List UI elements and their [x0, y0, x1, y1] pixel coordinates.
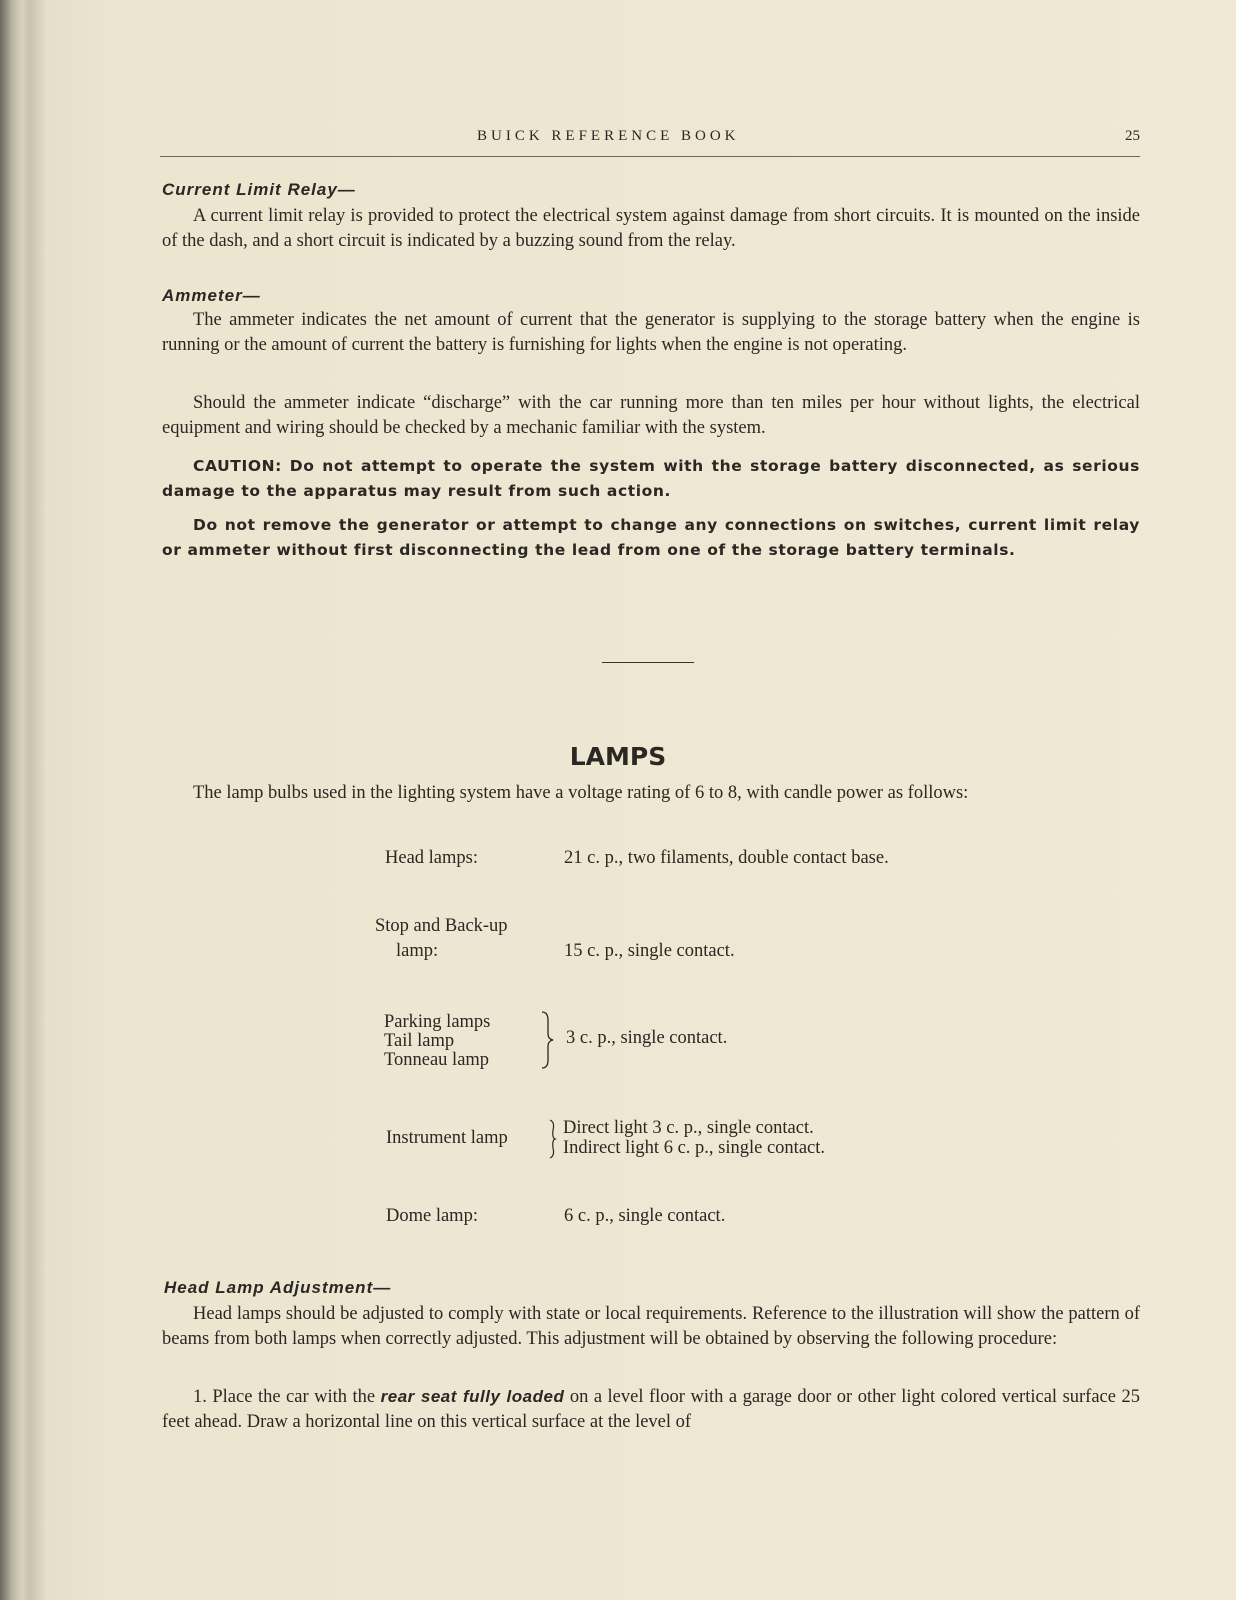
divider	[602, 662, 694, 663]
lamp-label: Tail lamp	[384, 1031, 455, 1051]
brace-icon	[540, 1010, 556, 1070]
lamp-value: Direct light 3 c. p., single contact.	[563, 1118, 814, 1138]
lamp-value-dome: 6 c. p., single contact.	[564, 1206, 726, 1226]
lamp-value-head: 21 c. p., two filaments, double contact base.	[564, 848, 889, 868]
lamp-value-stop: 15 c. p., single contact.	[564, 941, 735, 961]
lamp-label-instrument: Instrument lamp	[386, 1128, 508, 1148]
paragraph: Head lamps should be adjusted to comply with state or local requirements. Reference to the illustration will show the pattern of beams from both lamps when correctly adjusted. This adjustment will be obtained by observing the following procedure:	[162, 1304, 1140, 1349]
emphasis-text: rear seat fully loaded	[380, 1387, 565, 1406]
lamp-values-instrument	[563, 1118, 825, 1158]
lamp-group-labels	[384, 1013, 490, 1070]
lamp-label-stop-2: lamp:	[396, 941, 439, 961]
page-number: 25	[1125, 128, 1140, 144]
lamp-label-head: Head lamps:	[385, 848, 478, 868]
paragraph: The ammeter indicates the net amount of current that the generator is supplying to the storage battery when the engine is running or the amount of current the battery is furnishing for lights when the engine is not operating.	[162, 310, 1140, 355]
section-heading-head-lamp-adjustment: Head Lamp Adjustment—	[164, 1278, 392, 1297]
paragraph: The lamp bulbs used in the lighting system have a voltage rating of 6 to 8, with candle power as follows:	[193, 783, 969, 803]
lamp-value-group: 3 c. p., single contact.	[566, 1028, 728, 1048]
brace-icon	[548, 1118, 558, 1160]
text: on a level floor with a garage door or other light colored vertical surface 25 feet ahead. Draw a horizontal line on this vertical surface at the level of	[162, 1387, 1140, 1432]
text: 1. Place the car with the	[193, 1387, 381, 1407]
section-heading-current-limit-relay: Current Limit Relay—	[162, 180, 356, 199]
paragraph: Should the ammeter indicate “discharge” with the car running more than ten miles per hour without lights, the electrical equipment and wiring should be checked by a mechanic familiar with the system.	[162, 393, 1140, 438]
warning-paragraph: Do not remove the generator or attempt to change any connections on switches, current limit relay or ammeter without first disconnecting the lead from one of the storage battery terminals.	[162, 516, 1140, 559]
lamp-label: Parking lamps	[384, 1012, 491, 1032]
lamp-label: Tonneau lamp	[384, 1050, 490, 1070]
lamp-label-dome: Dome lamp:	[386, 1206, 478, 1226]
running-header	[160, 126, 1140, 157]
section-heading-ammeter: Ammeter—	[162, 286, 261, 305]
book-title: BUICK REFERENCE BOOK	[477, 128, 740, 144]
lamp-label-stop: Stop and Back-up	[375, 916, 508, 936]
caution-paragraph: CAUTION: Do not attempt to operate the system with the storage battery disconnected, as serious damage to the apparatus may result from such action.	[162, 457, 1140, 500]
paragraph-step-1	[162, 1384, 1140, 1435]
paragraph: A current limit relay is provided to protect the electrical system against damage from short circuits. It is mounted on the inside of the dash, and a short circuit is indicated by a buzzing sound from the relay.	[162, 206, 1140, 251]
lamp-value: Indirect light 6 c. p., single contact.	[563, 1138, 826, 1158]
section-heading-lamps: LAMPS	[569, 742, 667, 771]
